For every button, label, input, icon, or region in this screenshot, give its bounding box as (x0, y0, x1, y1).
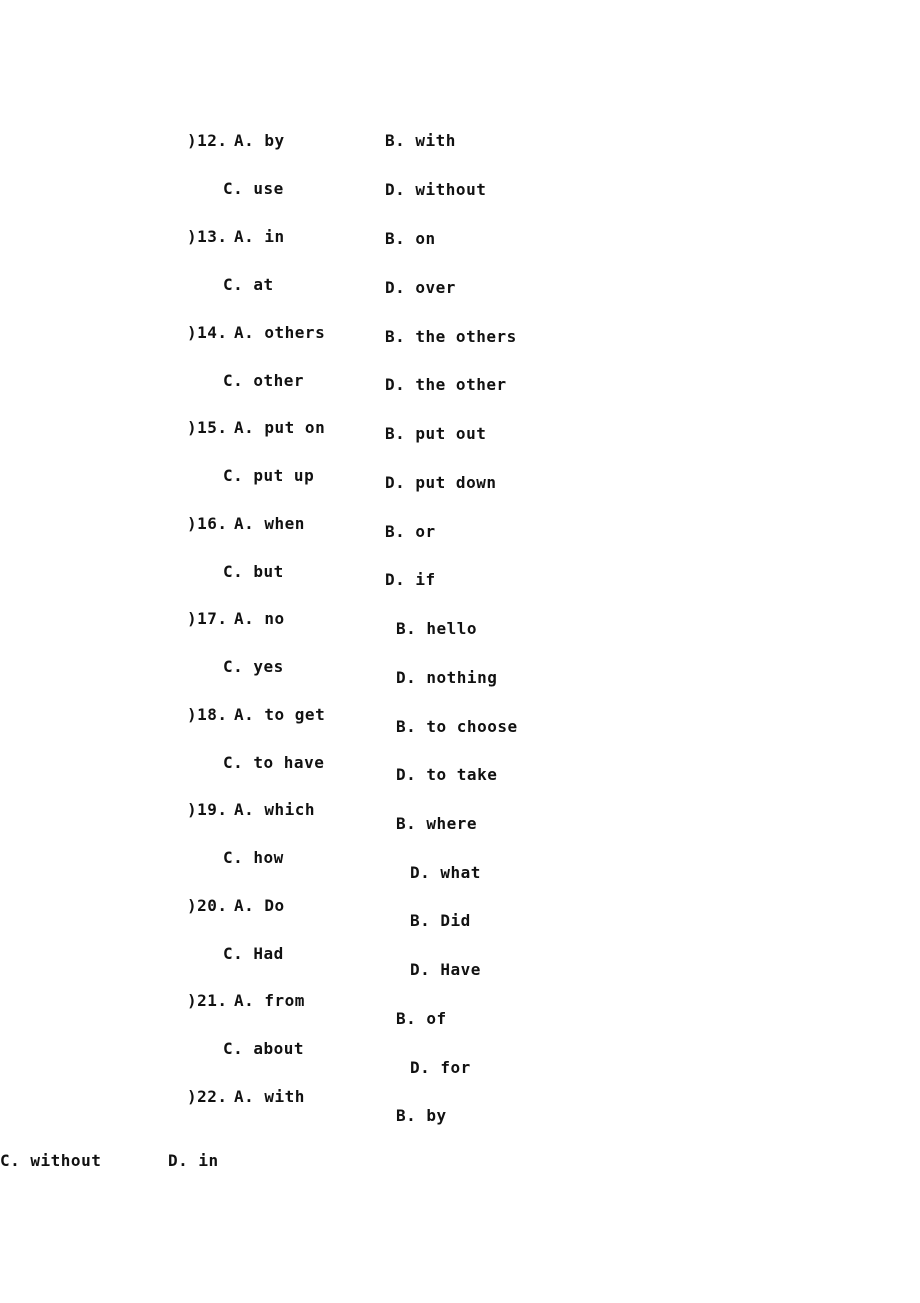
option-b-14: B. the others (385, 327, 517, 346)
question-number-16: )16. (187, 514, 228, 533)
option-d-18: D. to take (396, 765, 498, 784)
option-c-14: C. other (223, 371, 305, 390)
option-a-16: A. when (234, 514, 305, 533)
question-number-12: )12. (187, 131, 228, 150)
option-c-21: C. about (223, 1039, 305, 1058)
option-a-13: A. in (234, 227, 285, 246)
option-a-17: A. no (234, 609, 285, 628)
option-c-20: C. Had (223, 944, 284, 963)
option-d-14: D. the other (385, 375, 507, 394)
question-number-14: )14. (187, 323, 228, 342)
option-a-19: A. which (234, 800, 316, 819)
option-d-16: D. if (385, 570, 436, 589)
option-c-15: C. put up (223, 466, 315, 485)
option-c-12: C. use (223, 179, 284, 198)
option-c-19: C. how (223, 848, 284, 867)
question-number-21: )21. (187, 991, 228, 1010)
option-a-12: A. by (234, 131, 285, 150)
option-b-17: B. hello (396, 619, 478, 638)
option-c-22: C. without (0, 1151, 102, 1170)
option-b-15: B. put out (385, 424, 487, 443)
question-number-13: )13. (187, 227, 228, 246)
question-number-19: )19. (187, 800, 228, 819)
option-b-13: B. on (385, 229, 436, 248)
option-b-12: B. with (385, 131, 456, 150)
question-number-22: )22. (187, 1087, 228, 1106)
option-a-14: A. others (234, 323, 326, 342)
option-d-15: D. put down (385, 473, 497, 492)
option-c-16: C. but (223, 562, 284, 581)
option-c-17: C. yes (223, 657, 284, 676)
option-b-20: B. Did (410, 911, 471, 930)
option-c-18: C. to have (223, 753, 325, 772)
option-b-22: B. by (396, 1106, 447, 1125)
option-a-20: A. Do (234, 896, 285, 915)
option-a-22: A. with (234, 1087, 305, 1106)
option-d-12: D. without (385, 180, 487, 199)
option-a-21: A. from (234, 991, 305, 1010)
option-d-17: D. nothing (396, 668, 498, 687)
option-b-16: B. or (385, 522, 436, 541)
option-b-21: B. of (396, 1009, 447, 1028)
question-number-18: )18. (187, 705, 228, 724)
option-a-18: A. to get (234, 705, 326, 724)
option-b-18: B. to choose (396, 717, 518, 736)
option-d-13: D. over (385, 278, 456, 297)
question-number-15: )15. (187, 418, 228, 437)
question-number-20: )20. (187, 896, 228, 915)
option-d-19: D. what (410, 863, 481, 882)
option-c-13: C. at (223, 275, 274, 294)
question-number-17: )17. (187, 609, 228, 628)
option-d-22: D. in (168, 1151, 219, 1170)
option-d-21: D. for (410, 1058, 471, 1077)
option-a-15: A. put on (234, 418, 326, 437)
option-b-19: B. where (396, 814, 478, 833)
option-d-20: D. Have (410, 960, 481, 979)
